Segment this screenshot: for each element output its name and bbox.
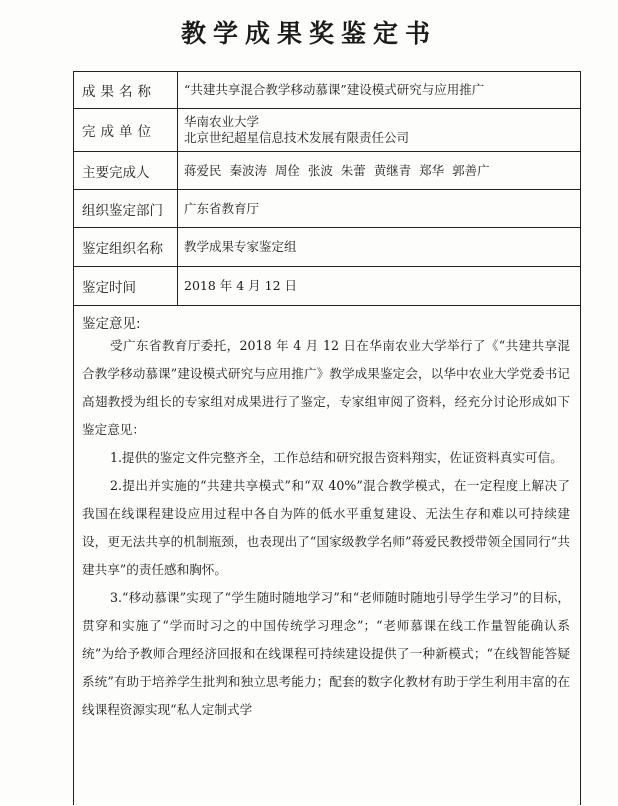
value-organizing-department bbox=[184, 190, 574, 227]
document-title: 教学成果奖鉴定书 bbox=[180, 19, 437, 48]
value-appraisal-organization bbox=[184, 228, 574, 266]
value-line: 蒋爱民 秦波涛 周佺 张波 朱蕾 黄继青 郑华 郭善广 bbox=[184, 162, 490, 178]
row-organizing-department bbox=[74, 190, 580, 228]
row-main-contributors bbox=[74, 152, 580, 190]
opinion-paragraph: 3.“移动慕课”实现了“学生随时随地学习”和“老师随时随地引导学生学习”的目标，贯穿和实施了“学而时习之的中国传统学习理念”；“老师慕课在线工作量智能确认系统”为给予教师合理经济回报和在线课程可持续建设提供了一种新模式；“在线智能答疑系统”有助于培养学生批判和独立思考能力；配套的数字化教材有助于学生利用丰富的在线课程资源实现“私人定制式学 bbox=[82, 590, 570, 717]
value-main-contributors bbox=[184, 152, 574, 189]
value-appraisal-time bbox=[184, 267, 574, 305]
appraisal-opinion-label: 鉴定意见: bbox=[82, 316, 141, 332]
label-main-contributors: 主要完成人 bbox=[74, 152, 178, 189]
opinion-paragraph: 受广东省教育厅委托，2018 年 4 月 12 日在华南农业大学举行了《“共建共享混合教学移动慕课”建设模式研究与应用推广》教学成果鉴定会，以华中农业大学党委书记高翅教授为组长的专家组对成果进行了鉴定，专家组审阅了资料，经充分讨论形成如下鉴定意见： bbox=[82, 338, 570, 437]
row-achievement-name bbox=[74, 72, 580, 109]
label-appraisal-organization: 鉴定组织名称 bbox=[74, 228, 178, 266]
value-line: 北京世纪超星信息技术发展有限责任公司 bbox=[184, 130, 410, 145]
row-completing-unit bbox=[74, 109, 580, 152]
row-appraisal-organization bbox=[74, 228, 580, 267]
appraisal-opinion-section bbox=[74, 306, 580, 806]
opinion-paragraph: 1.提供的鉴定文件完整齐全，工作总结和研究报告资料翔实，佐证资料真实可信。 bbox=[110, 450, 563, 465]
value-line: 教学成果专家鉴定组 bbox=[184, 239, 297, 254]
value-line: 2018 年 4 月 12 日 bbox=[184, 278, 298, 293]
value-completing-unit bbox=[184, 109, 574, 151]
value-achievement-name bbox=[184, 72, 574, 108]
label-organizing-department: 组织鉴定部门 bbox=[74, 190, 178, 227]
label-achievement-name: 成果名称 bbox=[74, 72, 178, 108]
opinion-paragraph: 2.提出并实施的“共建共享模式”和“双 40%”混合教学模式，在一定程度上解决了我国在线课程建设应用过程中各自为阵的低水平重复建设、无法生存和难以可持续建设，更无法共享的机制瓶颈，也表现出了“国家级教学名师”蒋爱民教授带领全国同行“共建共享”的责任感和胸怀。 bbox=[82, 478, 570, 577]
label-completing-unit: 完成单位 bbox=[74, 109, 178, 151]
value-line: 广东省教育厅 bbox=[184, 200, 260, 216]
appraisal-opinion-body bbox=[82, 332, 570, 724]
appraisal-table bbox=[73, 71, 581, 805]
value-line: 华南农业大学 bbox=[184, 114, 260, 129]
label-appraisal-time: 鉴定时间 bbox=[74, 267, 178, 305]
row-appraisal-time bbox=[74, 267, 580, 306]
value-line: “共建共享混合教学移动慕课”建设模式研究与应用推广 bbox=[184, 82, 485, 97]
